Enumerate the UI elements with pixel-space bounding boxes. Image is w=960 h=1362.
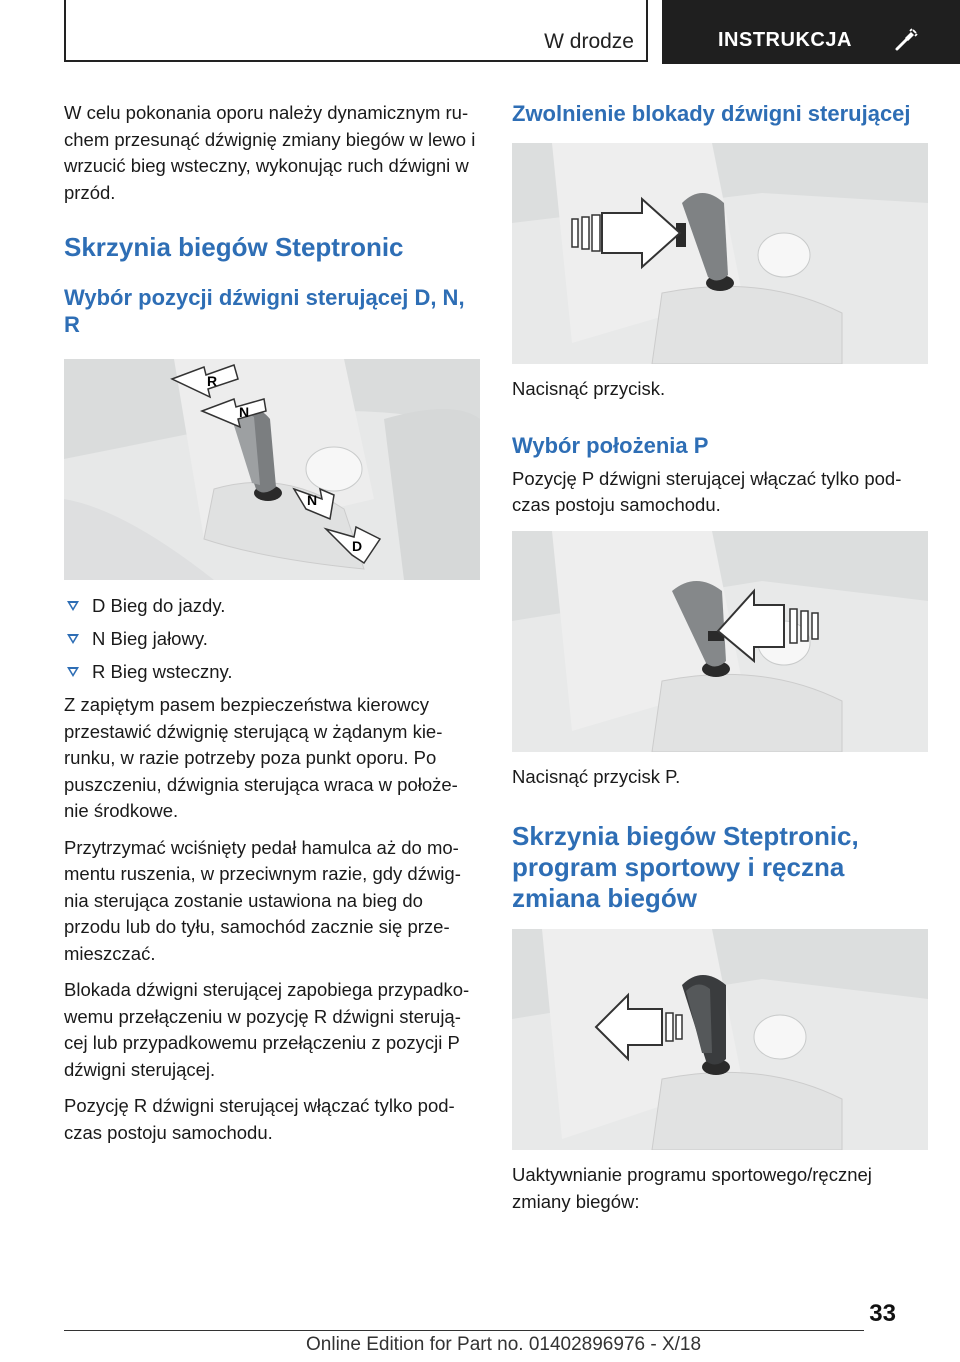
triangle-down-icon: [67, 634, 79, 644]
caption-press-button: Nacisnąć przycisk.: [512, 378, 666, 399]
figure-sport-mode: [512, 929, 928, 1150]
paragraph-brake: Przytrzymać wciśnięty pedał hamulca aż do mo-mentu ruszenia, w przeciwnym razie, gdy dźwig-nia sterująca zostanie ustawiona na bieg do przodu lub do tyłu, samochód zacznie się prze-mieszczać.: [64, 836, 461, 964]
figure-label-d: D: [352, 538, 363, 554]
triangle-down-icon: [67, 601, 79, 611]
figure-label-n-lower: N: [307, 492, 318, 508]
gear-list: [64, 593, 480, 685]
page-number: 33: [869, 1300, 896, 1327]
list-item: R Bieg wsteczny.: [64, 659, 480, 685]
paragraph-seatbelt: Z zapiętym pasem bezpieczeństwa kierowcy przestawić dźwignię sterującą w żądanym kie-runku, w razie potrzeby poza punkt oporu. Po puszczeniu, dźwignia sterująca wraca w położe-nie środkowe.: [64, 694, 458, 821]
paragraph-park: Pozycję P dźwigni sterującej włączać tylko pod-czas postoju samochodu.: [512, 467, 902, 515]
subheading-unlock: Zwolnienie blokady dźwigni sterującej: [512, 101, 911, 126]
caption-activate-sport: Uaktywnianie programu sportowego/ręcznej zmiany biegów:: [512, 1164, 872, 1212]
caption-press-p: Nacisnąć przycisk P.: [512, 765, 681, 787]
footer-edition: Online Edition for Part no. 01402896976 - X/18: [306, 1334, 702, 1355]
wrench-icon: [894, 28, 920, 57]
section-heading-sport: Skrzynia biegów Steptronic, program sportowy i ręczna zmiana biegów: [512, 821, 859, 913]
triangle-down-icon: [67, 667, 79, 677]
figure-p-button: [512, 531, 928, 752]
right-column: [512, 100, 928, 1225]
figure-label-n-upper: N: [239, 404, 250, 420]
paragraph-lock: Blokada dźwigni sterującej zapobiega przypadko-wemu przełączeniu w pozycję R dźwigni sterują-cej lub przypadkowemu przełączeniu z pozycji P dźwigni sterującej.: [64, 979, 470, 1080]
header-section-title: W drodze: [544, 30, 634, 53]
footer-divider: [64, 1330, 864, 1331]
figure-unlock-button: [512, 143, 928, 364]
header-section-box: [64, 0, 648, 62]
section-heading-steptronic: Skrzynia biegów Steptronic: [64, 232, 404, 262]
list-item: N Bieg jałowy.: [64, 626, 480, 652]
figure-selector-dnr: [64, 359, 480, 580]
figure-label-r: R: [207, 373, 218, 389]
intro-paragraph: W celu pokonania oporu należy dynamicznym ru-chem przesunąć dźwignię zmiany biegów w lewo i wrzucić bieg wsteczny, wykonując ruch dźwigni w przód.: [64, 102, 476, 203]
subheading-select-p: Wybór położenia P: [512, 432, 709, 458]
subheading-select-dnr: Wybór pozycji dźwigni sterującej D, N, R: [64, 285, 465, 337]
paragraph-reverse: Pozycję R dźwigni sterującej włączać tylko pod-czas postoju samochodu.: [64, 1095, 455, 1143]
header-tab: [662, 0, 960, 64]
list-item: D Bieg do jazdy.: [64, 593, 480, 619]
header-tab-label: INSTRUKCJA: [718, 29, 852, 51]
left-column: [64, 100, 480, 1156]
